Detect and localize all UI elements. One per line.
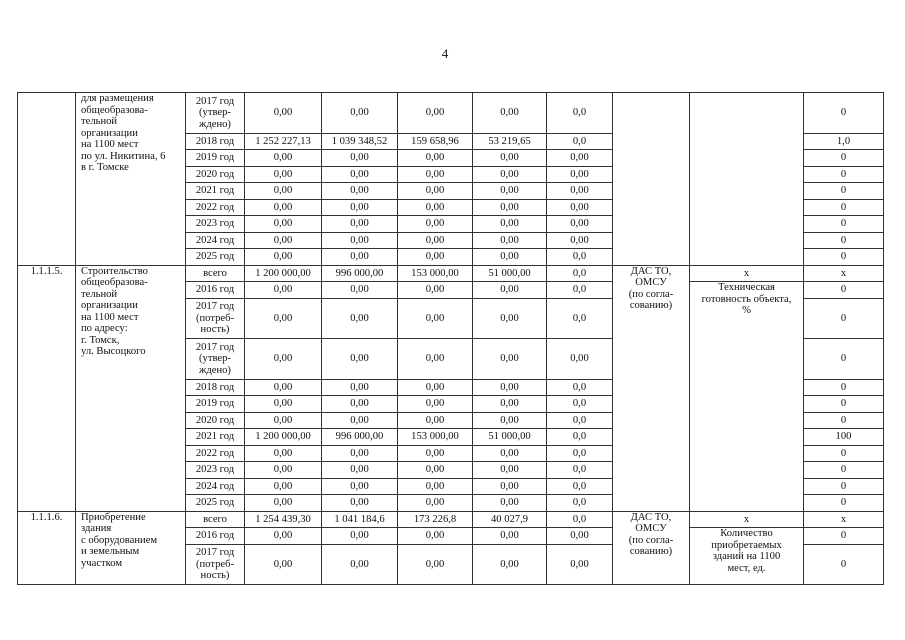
year-cell: 2017 год (утвер- ждено)	[186, 93, 245, 134]
amount-cell-v3: 0,00	[398, 216, 473, 233]
year-cell: 2017 год (утвер- ждено)	[186, 339, 245, 380]
amount-cell-v2: 0,00	[322, 249, 398, 266]
amount-cell-v5: 0,0	[547, 379, 613, 396]
amount-cell-v5: 0,0	[547, 445, 613, 462]
amount-cell-v1: 0,00	[245, 396, 322, 413]
activity-name: для размещения общеобразова- тельной организации на 1100 мест по ул. Никитина, 6 в г. Томске	[76, 93, 186, 266]
amount-cell-v1: 0,00	[245, 93, 322, 134]
indicator-value-cell: 0	[804, 528, 884, 545]
amount-cell-v4: 0,00	[473, 462, 547, 479]
amount-cell-v5: 0,0	[547, 93, 613, 134]
amount-cell-v5: 0,0	[547, 282, 613, 299]
indicator-value-cell: 0	[804, 544, 884, 585]
year-cell: 2016 год	[186, 528, 245, 545]
amount-cell-v2: 1 041 184,6	[322, 511, 398, 528]
amount-cell-v2: 0,00	[322, 339, 398, 380]
amount-cell-v5: 0,0	[547, 396, 613, 413]
indicator-name: Количество приобретаемых зданий на 1100 мест, ед.	[690, 528, 804, 585]
amount-cell-v5: 0,0	[547, 412, 613, 429]
indicator-value-cell: 0	[804, 412, 884, 429]
amount-cell-v3: 0,00	[398, 298, 473, 339]
indicator-value-cell: 0	[804, 298, 884, 339]
amount-cell-v3: 0,00	[398, 282, 473, 299]
amount-cell-v4: 0,00	[473, 249, 547, 266]
indicator-value-cell: 0	[804, 93, 884, 134]
amount-cell-v2: 0,00	[322, 544, 398, 585]
indicator-value-cell: 0	[804, 495, 884, 512]
amount-cell-v5: 0,0	[547, 298, 613, 339]
amount-cell-v1: 0,00	[245, 478, 322, 495]
amount-cell-v3: 0,00	[398, 199, 473, 216]
amount-cell-v2: 0,00	[322, 183, 398, 200]
indicator-value-cell: 0	[804, 166, 884, 183]
year-cell: 2018 год	[186, 379, 245, 396]
year-cell: 2019 год	[186, 150, 245, 167]
item-code: 1.1.1.6.	[18, 511, 76, 585]
amount-cell-v2: 0,00	[322, 379, 398, 396]
amount-cell-v4: 0,00	[473, 298, 547, 339]
amount-cell-v4: 0,00	[473, 93, 547, 134]
amount-cell-v3: 0,00	[398, 150, 473, 167]
activity-name: Приобретение здания с оборудованием и земельным участком	[76, 511, 186, 585]
year-cell: 2021 год	[186, 429, 245, 446]
year-cell: 2023 год	[186, 462, 245, 479]
indicator-value-cell: 0	[804, 199, 884, 216]
amount-cell-v3: 0,00	[398, 249, 473, 266]
amount-cell-v3: 0,00	[398, 93, 473, 134]
amount-cell-v1: 1 254 439,30	[245, 511, 322, 528]
indicator-value-cell: 100	[804, 429, 884, 446]
table-row	[18, 93, 884, 134]
year-cell: 2017 год (потреб- ность)	[186, 298, 245, 339]
amount-cell-v3: 0,00	[398, 495, 473, 512]
amount-cell-v3: 0,00	[398, 544, 473, 585]
amount-cell-v4: 0,00	[473, 150, 547, 167]
indicator-total: x	[690, 511, 804, 528]
amount-cell-v2: 996 000,00	[322, 429, 398, 446]
amount-cell-v2: 0,00	[322, 412, 398, 429]
amount-cell-v2: 0,00	[322, 298, 398, 339]
indicator-value-cell: x	[804, 511, 884, 528]
amount-cell-v5: 0,00	[547, 199, 613, 216]
amount-cell-v5: 0,00	[547, 150, 613, 167]
item-code: 1.1.1.5.	[18, 265, 76, 511]
amount-cell-v3: 153 000,00	[398, 429, 473, 446]
indicator-value-cell: 0	[804, 216, 884, 233]
amount-cell-v1: 0,00	[245, 183, 322, 200]
amount-cell-v1: 0,00	[245, 216, 322, 233]
amount-cell-v3: 0,00	[398, 339, 473, 380]
year-cell: 2019 год	[186, 396, 245, 413]
year-cell: 2024 год	[186, 478, 245, 495]
program-activities-table	[17, 92, 884, 585]
amount-cell-v5: 0,0	[547, 429, 613, 446]
amount-cell-v3: 0,00	[398, 528, 473, 545]
amount-cell-v5: 0,0	[547, 265, 613, 282]
amount-cell-v3: 153 000,00	[398, 265, 473, 282]
amount-cell-v1: 0,00	[245, 199, 322, 216]
activity-name: Строительство общеобразова- тельной организации на 1100 мест по адресу: г. Томск, ул. Высоцкого	[76, 265, 186, 511]
amount-cell-v4: 0,00	[473, 232, 547, 249]
amount-cell-v2: 0,00	[322, 445, 398, 462]
amount-cell-v1: 0,00	[245, 528, 322, 545]
amount-cell-v4: 0,00	[473, 445, 547, 462]
indicator-value-cell: 0	[804, 282, 884, 299]
indicator-total: x	[690, 265, 804, 282]
amount-cell-v1: 0,00	[245, 339, 322, 380]
amount-cell-v4: 0,00	[473, 379, 547, 396]
amount-cell-v1: 0,00	[245, 495, 322, 512]
amount-cell-v5: 0,00	[547, 544, 613, 585]
year-cell: 2021 год	[186, 183, 245, 200]
amount-cell-v2: 0,00	[322, 232, 398, 249]
indicator-value-cell: 0	[804, 396, 884, 413]
amount-cell-v4: 0,00	[473, 528, 547, 545]
amount-cell-v3: 173 226,8	[398, 511, 473, 528]
year-cell: 2016 год	[186, 282, 245, 299]
amount-cell-v1: 0,00	[245, 445, 322, 462]
amount-cell-v5: 0,0	[547, 478, 613, 495]
indicator-value-cell: 0	[804, 462, 884, 479]
year-cell: 2018 год	[186, 133, 245, 150]
amount-cell-v3: 0,00	[398, 412, 473, 429]
year-cell: всего	[186, 511, 245, 528]
amount-cell-v3: 0,00	[398, 462, 473, 479]
amount-cell-v5: 0,00	[547, 232, 613, 249]
table-row	[18, 511, 884, 528]
amount-cell-v1: 0,00	[245, 166, 322, 183]
indicator-value-cell: 1,0	[804, 133, 884, 150]
amount-cell-v2: 0,00	[322, 93, 398, 134]
amount-cell-v3: 0,00	[398, 166, 473, 183]
table-row	[18, 265, 884, 282]
amount-cell-v1: 0,00	[245, 544, 322, 585]
amount-cell-v4: 0,00	[473, 495, 547, 512]
indicator-value-cell: x	[804, 265, 884, 282]
executor-cell	[613, 93, 690, 266]
amount-cell-v2: 0,00	[322, 396, 398, 413]
indicator-value-cell: 0	[804, 478, 884, 495]
amount-cell-v3: 0,00	[398, 183, 473, 200]
amount-cell-v3: 159 658,96	[398, 133, 473, 150]
amount-cell-v5: 0,0	[547, 462, 613, 479]
amount-cell-v4: 51 000,00	[473, 429, 547, 446]
amount-cell-v1: 1 200 000,00	[245, 429, 322, 446]
amount-cell-v1: 0,00	[245, 282, 322, 299]
amount-cell-v2: 0,00	[322, 199, 398, 216]
amount-cell-v2: 0,00	[322, 166, 398, 183]
amount-cell-v2: 0,00	[322, 150, 398, 167]
indicator-value-cell: 0	[804, 150, 884, 167]
amount-cell-v5: 0,0	[547, 133, 613, 150]
amount-cell-v4: 53 219,65	[473, 133, 547, 150]
amount-cell-v4: 0,00	[473, 544, 547, 585]
amount-cell-v4: 0,00	[473, 216, 547, 233]
indicator-name: Техническая готовность объекта, %	[690, 282, 804, 512]
year-cell: всего	[186, 265, 245, 282]
amount-cell-v2: 0,00	[322, 495, 398, 512]
year-cell: 2020 год	[186, 412, 245, 429]
indicator-value-cell: 0	[804, 379, 884, 396]
amount-cell-v2: 1 039 348,52	[322, 133, 398, 150]
amount-cell-v5: 0,0	[547, 511, 613, 528]
indicator-cell	[690, 93, 804, 266]
executor-cell: ДАС ТО, ОМСУ (по согла- сованию)	[613, 511, 690, 585]
amount-cell-v5: 0,00	[547, 528, 613, 545]
amount-cell-v4: 51 000,00	[473, 265, 547, 282]
amount-cell-v3: 0,00	[398, 478, 473, 495]
amount-cell-v2: 0,00	[322, 528, 398, 545]
amount-cell-v1: 1 200 000,00	[245, 265, 322, 282]
amount-cell-v5: 0,00	[547, 166, 613, 183]
amount-cell-v4: 0,00	[473, 282, 547, 299]
year-cell: 2023 год	[186, 216, 245, 233]
amount-cell-v2: 0,00	[322, 462, 398, 479]
amount-cell-v2: 0,00	[322, 216, 398, 233]
amount-cell-v5: 0,00	[547, 216, 613, 233]
amount-cell-v1: 0,00	[245, 150, 322, 167]
year-cell: 2024 год	[186, 232, 245, 249]
amount-cell-v5: 0,00	[547, 339, 613, 380]
amount-cell-v4: 0,00	[473, 199, 547, 216]
year-cell: 2020 год	[186, 166, 245, 183]
amount-cell-v1: 0,00	[245, 412, 322, 429]
amount-cell-v4: 0,00	[473, 166, 547, 183]
amount-cell-v2: 996 000,00	[322, 265, 398, 282]
amount-cell-v4: 0,00	[473, 183, 547, 200]
amount-cell-v1: 0,00	[245, 379, 322, 396]
amount-cell-v4: 0,00	[473, 412, 547, 429]
amount-cell-v4: 0,00	[473, 396, 547, 413]
indicator-value-cell: 0	[804, 183, 884, 200]
indicator-value-cell: 0	[804, 249, 884, 266]
amount-cell-v2: 0,00	[322, 478, 398, 495]
amount-cell-v4: 0,00	[473, 339, 547, 380]
amount-cell-v2: 0,00	[322, 282, 398, 299]
page-number: 4	[441, 46, 449, 61]
executor-cell: ДАС ТО, ОМСУ (по согла- сованию)	[613, 265, 690, 511]
amount-cell-v1: 0,00	[245, 298, 322, 339]
amount-cell-v4: 0,00	[473, 478, 547, 495]
year-cell: 2025 год	[186, 495, 245, 512]
amount-cell-v5: 0,0	[547, 495, 613, 512]
indicator-value-cell: 0	[804, 445, 884, 462]
amount-cell-v5: 0,00	[547, 183, 613, 200]
amount-cell-v3: 0,00	[398, 396, 473, 413]
amount-cell-v1: 0,00	[245, 249, 322, 266]
amount-cell-v5: 0,0	[547, 249, 613, 266]
year-cell: 2022 год	[186, 199, 245, 216]
amount-cell-v1: 0,00	[245, 462, 322, 479]
year-cell: 2025 год	[186, 249, 245, 266]
amount-cell-v4: 40 027,9	[473, 511, 547, 528]
amount-cell-v1: 0,00	[245, 232, 322, 249]
indicator-value-cell: 0	[804, 339, 884, 380]
amount-cell-v3: 0,00	[398, 232, 473, 249]
indicator-value-cell: 0	[804, 232, 884, 249]
year-cell: 2017 год (потреб- ность)	[186, 544, 245, 585]
amount-cell-v1: 1 252 227,13	[245, 133, 322, 150]
amount-cell-v3: 0,00	[398, 379, 473, 396]
amount-cell-v3: 0,00	[398, 445, 473, 462]
year-cell: 2022 год	[186, 445, 245, 462]
code-cell	[18, 93, 76, 266]
